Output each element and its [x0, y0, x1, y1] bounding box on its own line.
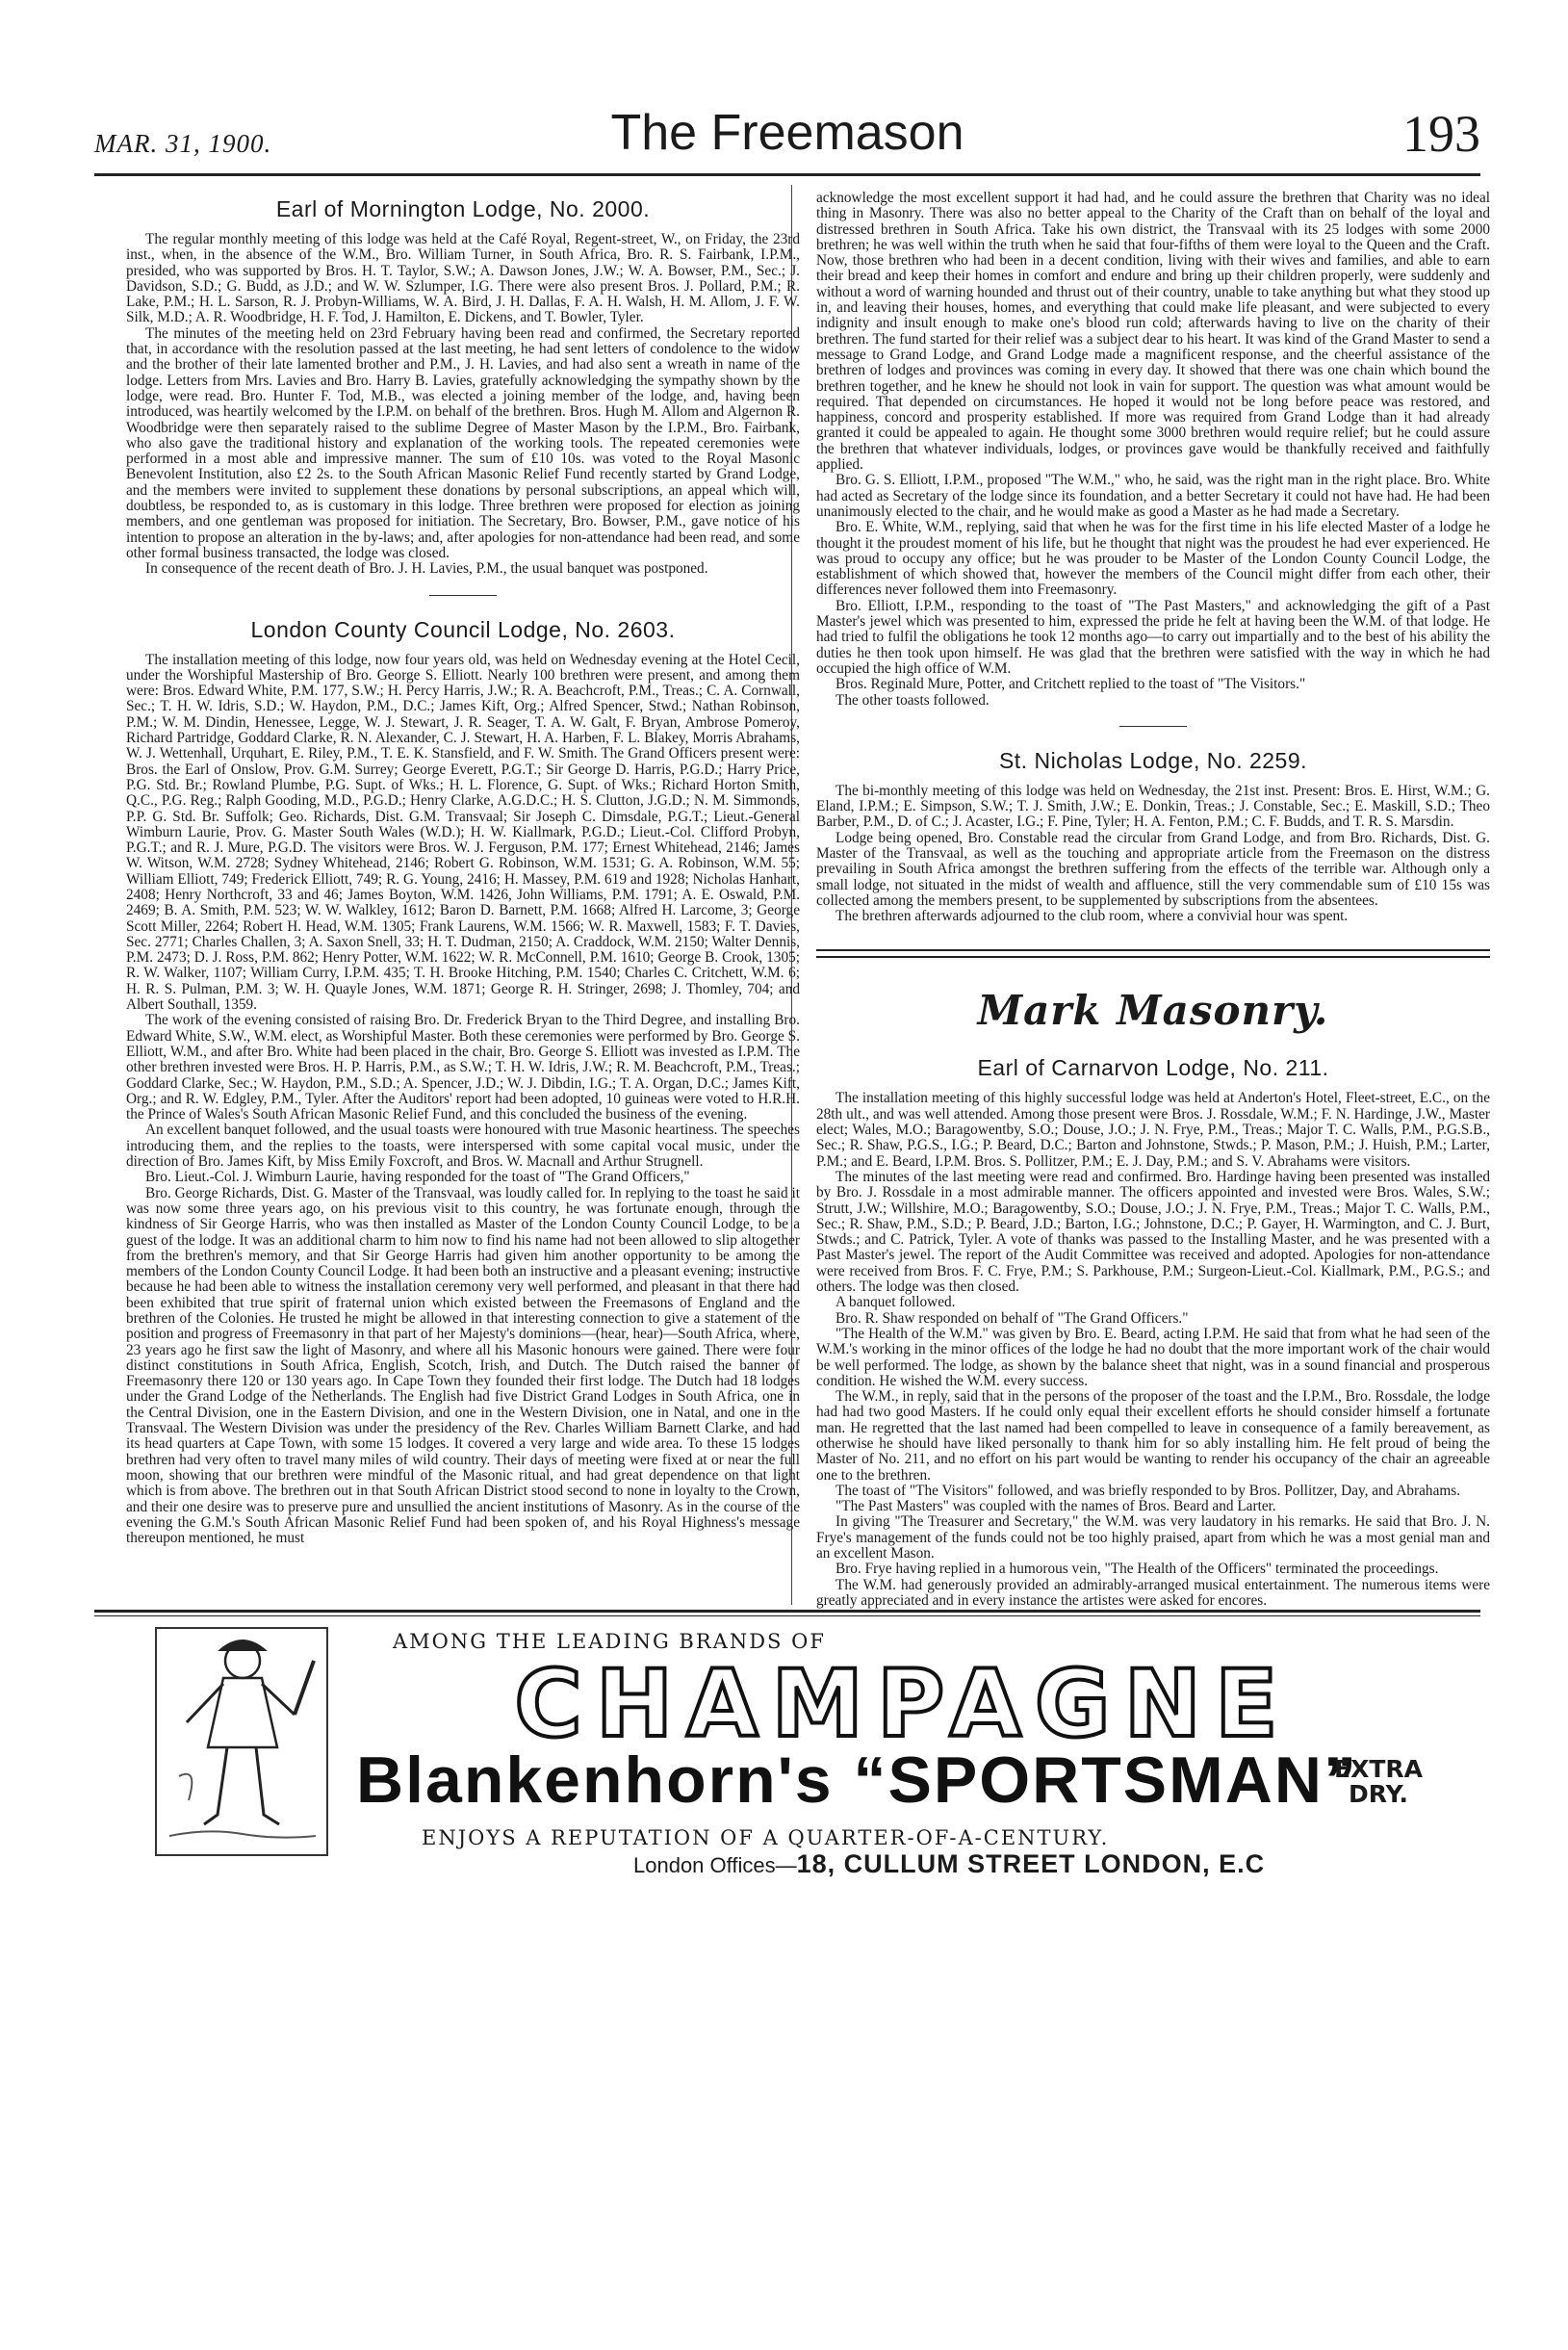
article-paragraph: The toast of "The Visitors" followed, and was briefly responded to by Bros. Pollitzer, Day, and Abrahams.	[835, 1482, 1461, 1499]
advert-headline: CHAMPAGNE	[514, 1650, 1292, 1758]
article-paragraph: The work of the evening consisted of raising Bro. Dr. Frederick Bryan to the Third Degree, and installing Bro. Edward White, S.W., W.M. elect, as Worshipful Master. Both these ceremonies were performed by Bro. George S. Elliott, W.M., and after Bro. White had been placed in the chair, Bro. George S. Elliott was invested as I.P.M. The other brethren invested were Bros. H. P. Harris, P.M., as S.W.; T. H. W. Idris, J.W.; R. M. Beachcroft, P.M., Treas.; Goddard Clarke, Sec.; W. Haydon, P.M., S.D.; A. Spencer, J.D.; W. J. Dibdin, I.G.; T. A. Organ, D.C.; James Kift, Org.; and R. W. Edgley, P.M., Tyler. After the Auditors' report had been adopted, 10 guineas were voted to H.R.H. the Prince of Wales's South African Masonic Relief Fund, and this concluded the business of the evening.	[126, 1012, 800, 1123]
article-paragraph: The W.M. had generously provided an admirably-arranged musical entertainment. The numerous items were greatly appreciated and in every instance the artistes were asked for encores.	[816, 1576, 1490, 1609]
article-paragraph: The W.M., in reply, said that in the persons of the proposer of the toast and the I.P.M., Bro. Rossdale, the lodge had had two good Masters. If he could only equal their excellent efforts he should consider himself a fortunate man. He regretted that the last named had been compelled to leave in consequence of a family bereavement, as otherwise he should have liked personally to thank him for so ably installing him. He felt proud of being the Master of No. 211, and no effort on his part would be wanting to render his occupancy of the chair an agreeable one to the brethren.	[816, 1388, 1490, 1484]
article-paragraph: Bros. Reginald Mure, Potter, and Critchett replied to the toast of "The Visitors."	[835, 676, 1306, 693]
section-double-rule	[816, 949, 1490, 958]
article-paragraph: A banquet followed.	[835, 1294, 956, 1311]
article-paragraph: The minutes of the meeting held on 23rd February having been read and confirmed, the Secretary reported that, in accordance with the resolution passed at the last meeting, he had sent letters of condolence to the widow and the brother of their late lamented brother and P.M., J. H. Lavies, and had also sent a wreath in name of the lodge. Letters from Mrs. Lavies and Bro. Harry B. Lavies, gratefully acknowledging the sympathy shown by the lodge, were read. Bro. Hunter F. Tod, M.B., was elected a joining member of the lodge, and, having been introduced, was heartily welcomed by the I.P.M. on behalf of the brethren. Bros. Hugh M. Allom and Algernon R. Woodbridge were then separately raised to the sublime Degree of Master Mason by the I.P.M., Bro. Fairbank, who also gave the traditional history and explanation of the working tools. The repeated ceremonies were performed in a most able and impressive manner. The sum of £10 10s. was voted to the Royal Masonic Benevolent Institution, also £2 2s. to the South African Masonic Relief Fund recently started by Grand Lodge, and the members were invited to supplement these donations by personal subscriptions, an appeal which will, doubtless, be responded to, as is customary in this lodge. Three brethren were proposed for election as joining members, and one gentleman was proposed for initiation. The Secretary, Bro. Bowser, P.M., gave notice of his intention to propose an alteration in the by-laws; and, after apologies for non-attendance had been read, and some other formal business transacted, the lodge was closed.	[126, 324, 800, 561]
article-title-mornington: Earl of Mornington Lodge, No. 2000.	[275, 196, 651, 221]
article-separator	[1119, 726, 1187, 727]
advert-top-rule	[94, 1610, 1480, 1613]
running-header	[94, 104, 1480, 171]
article-title-lcc: London County Council Lodge, No. 2603.	[250, 616, 676, 642]
advert-reputation: ENJOYS A REPUTATION OF A QUARTER-OF-A-CENTURY.	[422, 1826, 1110, 1849]
article-paragraph: The minutes of the last meeting were read and confirmed. Bro. Hardinge having been presented was installed by Bro. J. Rossdale in a most admirable manner. The officers appointed and invested were Bros. Wales, S.W.; Strutt, J.W.; Willshire, M.O.; Baragowentby, S.O.; Douse, J.O.; J. N. Frye, P.M., Treas.; Major T. C. Walls, P.M., Sec.; R. Shaw, P.M., S.D.; P. Beard, J.D.; Barton, I.G.; Johnstone, D.C.; P. Gayer, H. Warmington, and C. J. Burt, Stwds.; and C. Patrick, Tyler. A vote of thanks was passed to the Installing Master, and he was presented with a Past Master's jewel. The report of the Audit Committee was received and adopted. Apologies for non-attendance were received from Bros. F. C. Frye, P.M.; S. Parkhouse, P.M.; Surgeon-Lieut.-Col. Kiallmark, P.M., P.G.S.; and others. The lodge was then closed.	[816, 1168, 1490, 1296]
article-paragraph: The regular monthly meeting of this lodge was held at the Café Royal, Regent-street, W., on Friday, the 23rd inst., when, in the absence of the W.M., Bro. William Turner, in South Africa, Bro. R. S. Fairbank, I.P.M., presided, who was supported by Bros. H. T. Taylor, S.W.; A. Dawson Jones, J.W.; W. A. Bowser, P.M., Sec.; J. Davidson, S.D.; G. Budd, as J.D.; and W. W. Szlumper, I.G. There were also present Bros. J. Pollard, P.M.; R. Lake, P.M.; H. L. Sarson, R. J. Probyn-Williams, W. A. Bird, J. H. Dallas, F. A. H. Walsh, H. M. Allom, J. F. W. Silk, M.D.; A. R. Woodbridge, H. F. Tod, J. Hamilton, E. Dickens, and T. Bowler, Tyler.	[126, 231, 800, 326]
publication-title: The Freemason	[610, 105, 964, 161]
article-paragraph: Lodge being opened, Bro. Constable read the circular from Grand Lodge, and from Bro. Richards, Dist. G. Master of the Transvaal, as well as the touching and appropriate article from the Freemason on the distress prevailing in South Africa amongst the brethren suffering from the effects of the terrible war. Although only a small lodge, not situated in the midst of wealth and affluence, still the very commendable sum of £10 15s was collected among the members present, to be supplemented by subscriptions from the absentees.	[816, 829, 1490, 909]
article-paragraph: In giving "The Treasurer and Secretary," the W.M. was very laudatory in his remarks. He said that Bro. J. N. Frye's management of the funds could not be too highly praised, apart from which he was a most genial man and an excellent Mason.	[816, 1513, 1490, 1562]
advert-brand: Blankenhorn's “SPORTSMAN”	[356, 1743, 1358, 1817]
advert-office-label: London Offices—	[633, 1853, 797, 1877]
article-separator	[429, 595, 497, 596]
article-paragraph: The brethren afterwards adjourned to the club room, where a convivial hour was spent.	[835, 908, 1349, 925]
article-paragraph: Bro. R. Shaw responded on behalf of "The Grand Officers."	[835, 1309, 1189, 1327]
article-paragraph: Bro. Elliott, I.P.M., responding to the toast of "The Past Masters," and acknowledging the gift of a Past Master's jewel which was presented to him, expressed the pride he felt at having been the W.M. of that lodge. He had tried to fulfil the obligations he took 12 months ago—to carry out impartially and to the best of his ability the duties he then took upon himself. He was glad that the brethren were satisfied with the way in which he had occupied the high office of W.M.	[816, 597, 1490, 677]
article-title-carnarvon: Earl of Carnarvon Lodge, No. 211.	[977, 1055, 1329, 1081]
champagne-advertisement	[94, 1622, 1480, 1892]
article-paragraph: acknowledge the most excellent support it had had, and he could assure the brethren that Charity was no ideal thing in Masonry. There was also no better appeal to the Charity of the Craft than on behalf of the loyal and distressed brethren in South Africa. Take his own district, the Transvaal with its 25 lodges with some 2000 brethren; he was well within the truth when he said that four-fifths of them were loyal to the Queen and the Craft. Now, those brethren who had been in a decent condition, living with their wives and families, and able to earn their bread and keep their homes in comfort and endure and bring up their children properly, were suddenly and without a word of warning hounded and thrust out of their country, unable to take anything but what they stood up in, and leaving their houses, homes, and everything that could make life pleasant, and were subjected to every indignity and insult enough to make one's blood run cold; afterwards having to live on the charity of their brethren. The fund started for their relief was a subject dear to his heart. It was kind of the Grand Master to send a message to Grand Lodge, and Grand Lodge made a magnificent response, and the cheerful assistance of the brethren of lodges and provinces was coming in every day. It showed that there was one chain which bound the brethren together, and he knew he should not look in vain for support. The question was what amount would be required. That depended on circumstances. He hoped it would not be long before peace was restored, and happiness, concord and prosperity established. If more was required from Grand Lodge than it had already granted it could be appealed to again. He thought some 3000 brethren would require relief; but he could assure the brethren that whatever individuals, lodges, or provinces gave would be thankfully received and faithfully applied.	[816, 190, 1490, 474]
advert-office-address: 18, CULLUM STREET LONDON, E.C	[796, 1849, 1266, 1878]
article-paragraph: An excellent banquet followed, and the usual toasts were honoured with true Masonic heartiness. The speeches introducing them, and the replies to the toasts, were interspersed with some capital vocal music, under the direction of Bro. James Kift, by Miss Emily Foxcroft, and Bros. W. Macnall and Arthur Strugnell.	[126, 1122, 800, 1171]
article-paragraph: The installation meeting of this highly successful lodge was held at Anderton's Hotel, Fleet-street, E.C., on the 28th ult., and was well attended. Among those present were Bros. J. Rossdale, W.M.; F. N. Hardinge, J.W., Master elect; Wales, M.O.; Baragowentby, S.O.; Douse, J.O.; J. N. Frye, P.M., Treas.; Major T. C. Walls, P.M., P.G.S.B., Sec.; R. Shaw, P.G.S., I.G.; P. Beard, D.C.; Barton and Johnstone, Stwds.; P. Mason, P.M.; J. Huish, P.M.; Larter, P.M.; and E. Beard, I.P.M. Bros. S. Pollitzer, P.M.; E. J. Day, P.M.; and S. V. Abrahams were visitors.	[816, 1090, 1490, 1170]
article-paragraph: Bro. Frye having replied in a humorous vein, "The Health of the Officers" terminated the proceedings.	[835, 1561, 1439, 1578]
header-rule	[94, 173, 1480, 176]
article-paragraph: The other toasts followed.	[835, 691, 990, 709]
article-paragraph: Bro. G. S. Elliott, I.P.M., proposed "The W.M.," who, he said, was the right man in the right place. Bro. White had acted as Secretary of the lodge since its foundation, and a better Secretary it could not have had. He had been unanimously elected to the chair, and he would make as good a Master as he had made a Secretary.	[816, 472, 1490, 520]
article-paragraph: The installation meeting of this lodge, now four years old, was held on Wednesday evening at the Hotel Cecil, under the Worshipful Mastership of Bro. George S. Elliott. Nearly 100 brethren were present, and among them were: Bros. Edward White, P.M. 177, S.W.; H. Percy Harris, J.W.; R. A. Beachcroft, P.M., Treas.; C. A. Cornwall, Sec.; T. H. W. Idris, S.D.; W. Haydon, P.M., D.C.; James Kift, Org.; Alfred Spencer, Stwd.; Nathan Robinson, P.M.; W. M. Dindin, Henessee, Legge, W. J. Stewart, J. R. Seager, T. A. W. Galt, F. Bryan, Ambrose Pomeroy, Richard Partridge, Goddard Clarke, R. N. Alexander, C. J. Stewart, H. A. Harben, F. L. Blakey, Morris Abrahams, W. J. Wettenhall, Urquhart, E. Riley, P.M., T. E. K. Stansfield, and F. W. Smith. The Grand Officers present were: Bros. the Earl of Onslow, Prov. G.M. Surrey; George Everett, P.G.T.; Sir George D. Harris, P.G.D.; Harry Price, P.G. Std. Br.; Rowland Plumbe, P.G. Supt. of Wks.; H. L. Florence, G. Supt. of Wks.; Richard Horton Smith, Q.C., P.G. Reg.; Ralph Gooding, M.D., P.G.D.; Henry Clarke, A.G.D.C.; H. S. Clutton, J.G.D.; N. M. Simmonds, P.P. G. Std. Br. Suffolk; Geo. Richards, Dist. G.M. Transvaal; Sir Joseph C. Dimsdale, P.G.T.; Lieut.-General Wimburn Laurie, Prov. G. Master South Wales (W.D.); H. W. Kiallmark, P.G.D.; Lieut.-Col. Clifford Probyn, P.G.T.; and R. J. Mure, P.G.D. The visitors were Bros. W. J. Ferguson, P.M. 177; Ernest Whitehead, 2146; James W. Witson, W.M. 2728; Sydney Whitehead, 2146; Robert G. Robinson, W.M. 1531; G. A. Robinson, W.M. 55; William Elliott, 749; Frederick Elliott, 749; R. G. Young, 2416; H. Massey, P.M. 619 and 1928; Nicholas Hanhart, 2408; Henry Northcroft, 33 and 46; James Boyton, W.M. 1426, John Williams, P.M. 1791; A. E. Oswald, P.M. 2469; B. A. Smith, P.M. 523; W. W. Walkley, 1612; Baron D. Barnett, P.M. 1668; Alfred H. Larcome, 3; George Scott Miller, 2264; Robert H. Head, W.M. 1305; Frank Laurens, W.M. 1566; W. R. Maxwell, 1583; F. T. Davies, Sec. 2771; Charles Challen, 3; A. Saxon Snell, 33; H. T. Dudman, 2150; A. Craddock, W.M. 2150; Walter Dennis, P.M. 2473; D. J. Ross, P.M. 862; Henry Potter, W.M. 1622; W. R. McConnell, P.M. 1610; George B. Crook, 1305; R. W. Walker, 1107; William Curry, I.P.M. 435; T. H. Brooke Hitching, P.M. 1540; Charles C. Critchett, W.M. 6; H. R. S. Pulman, P.M. 3; W. H. Quayle Jones, W.M. 1871; George R. H. Stringer, 2698; J. Thomley, 704; and Albert Southall, 1359.	[126, 651, 800, 1014]
article-title-st-nicholas: St. Nicholas Lodge, No. 2259.	[998, 747, 1308, 773]
article-paragraph: "The Past Masters" was coupled with the names of Bros. Beard and Larter.	[835, 1498, 1276, 1515]
article-paragraph: Bro. George Richards, Dist. G. Master of the Transvaal, was loudly called for. In replying to the toast he said it was now some three years ago, on his previous visit to this country, he was fortunate enough, through the kindness of Sir George Harris, who was then installed as Master of the London County Council Lodge, to be a guest of the lodge. It was an additional charm to him now to find his name had not been allowed to slip altogether from the brethren's memory, and that Sir George Harris had given him another opportunity to be among the members of the London County Council Lodge. It had been both an instructive and a pleasant evening; instructive because he had been able to witness the installation ceremony very well performed, and pleasant in that there had been exhibited that true spirit of fraternal union which existed between the Freemasons of England and the brethren of the Colonies. He trusted he might be allowed in that interesting connection to give a statement of the position and progress of Freemasonry in that part of her Majesty's dominions—(hear, hear)—South Africa, where, 23 years ago he first saw the light of Masonry, and where all his Masonic honours were gained. There were four distinct constitutions in South Africa, English, Scotch, Irish, and Dutch. The Dutch raised the banner of Freemasonry there 120 or 130 years ago. In Cape Town they founded their first lodge. The Dutch had 18 lodges under the Grand Lodge of the Netherlands. The English had five District Grand Lodges in South Africa, one in the Central Division, one in the Eastern Division, and one in the Western Division, one in Natal, and one in the Transvaal. The Western Division was under the presidency of the Rev. Charles William Barnett Clarke, and had its head quarters at Cape Town, with some 15 lodges. It covered a very large and wide area. To these 15 lodges brethren had very often to travel many miles of wild country. Their days of meeting were fixed at or near the full moon, showing that our brethren were mindful of the Masonic ritual, and had great dependence on that light which is from above. The brethren out in that South African District stood second to none in loyalty to the Crown, and their one desire was to preserve pure and unsullied the ancient institutions of Masonry. As in the course of the evening the G.M.'s South African Masonic Relief Fund had been spoken of, and his Royal Highness's message thereupon mentioned, he must	[126, 1184, 800, 1547]
issue-date: MAR. 31, 1900.	[94, 129, 272, 158]
advert-intro-line: AMONG THE LEADING BRANDS OF	[393, 1630, 826, 1653]
advert-office	[633, 1849, 1265, 1879]
article-paragraph: The bi-monthly meeting of this lodge was held on Wednesday, the 21st inst. Present: Bros. E. Hirst, W.M.; G. Eland, I.P.M.; E. Simpson, S.W.; T. J. Smith, J.W.; E. Donkin, Treas.; J. Constable, Sec.; E. Maskill, S.D.; Theo Barber, P.M., D. of C.; J. Acaster, I.G.; F. Pine, Tyler; H. A. Fenton, P.M.; C. F. Budds, and T. R. S. Marsdin.	[816, 782, 1490, 831]
sportsman-illustration-icon	[150, 1622, 333, 1863]
advert-top-rule-thin	[94, 1615, 1480, 1616]
page-number: 193	[1402, 105, 1480, 163]
article-paragraph: "The Health of the W.M." was given by Bro. E. Beard, acting I.P.M. He said that from what he had seen of the W.M.'s working in the minor offices of the lodge he had no doubt that the more important work of the chair would be well performed. The lodge, as shown by the balance sheet that night, was in a sound financial and prosperous condition. He wished the W.M. every success.	[816, 1325, 1490, 1389]
article-paragraph: In consequence of the recent death of Bro. J. H. Lavies, P.M., the usual banquet was postponed.	[145, 560, 708, 578]
right-column	[816, 191, 1490, 1609]
article-paragraph: Bro. E. White, W.M., replying, said that when he was for the first time in his life elected Master of a lodge he thought it the proudest moment of his life, but he thought that night was the proudest he had ever experienced. He was proud to occupy any office; but he was prouder to be Master of the London County Council Lodge, the establishment of which showed that, however the members of the Council might differ from each other, their differences never followed them into Freemasonry.	[816, 519, 1490, 599]
article-paragraph: Bro. Lieut.-Col. J. Wimburn Laurie, having responded for the toast of "The Grand Officers,"	[145, 1169, 690, 1186]
section-heading-mark-masonry: Mark Masonry.	[977, 987, 1329, 1035]
left-column	[126, 191, 800, 1546]
advert-extra: EXTRA	[1334, 1755, 1424, 1783]
advert-dry: DRY.	[1348, 1780, 1409, 1808]
advert-extra-dry	[1334, 1757, 1423, 1807]
